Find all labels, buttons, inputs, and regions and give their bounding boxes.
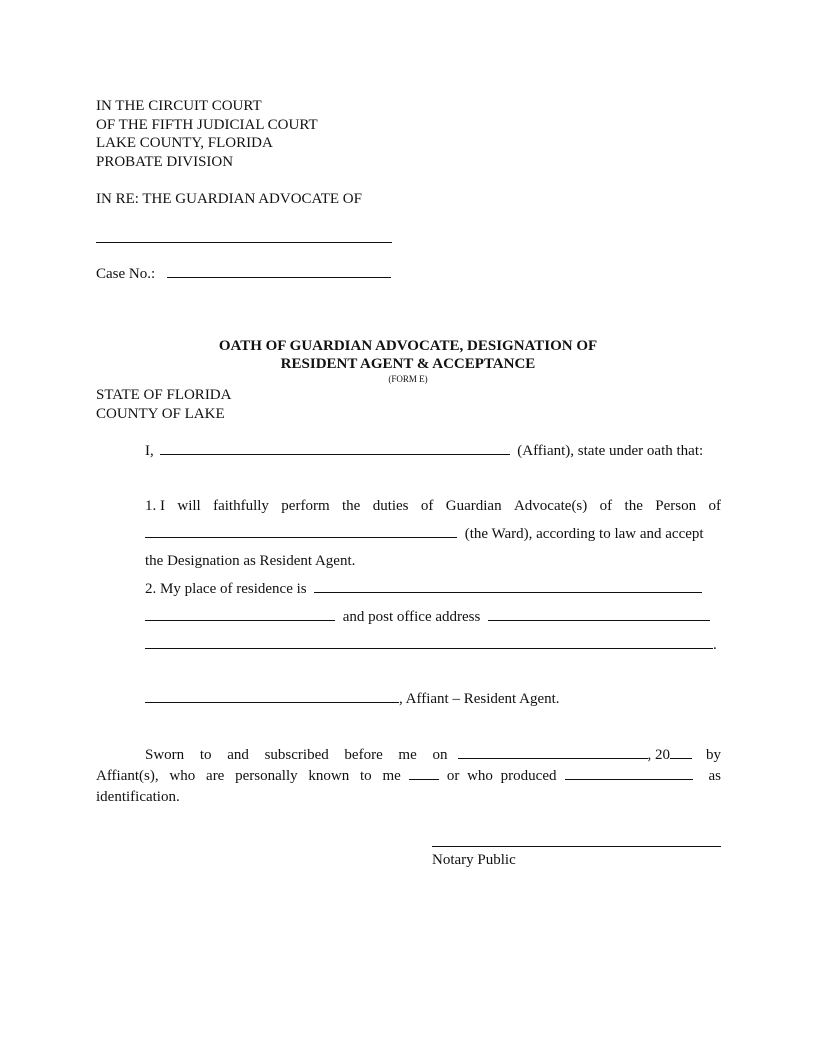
sworn-year-blank[interactable]: [670, 745, 692, 759]
known-word: me: [382, 768, 401, 784]
known-word: Affiant(s),: [96, 768, 159, 784]
sworn-word: and: [227, 747, 249, 763]
sworn-line3: identification.: [96, 789, 180, 805]
p1-word: the: [341, 498, 361, 514]
court-division-line: PROBATE DIVISION: [96, 154, 234, 170]
residence-label: 2. My place of residence is: [145, 581, 307, 597]
duties-paragraph-line2: [145, 524, 704, 543]
case-number-row: [96, 264, 391, 283]
form-title-line1: OATH OF GUARDIAN ADVOCATE, DESIGNATION OF: [218, 338, 598, 354]
affiant-signature-line: [145, 689, 560, 708]
sworn-word: me: [398, 747, 417, 763]
ward-person-blank[interactable]: [145, 524, 457, 538]
affiant-signature-label: , Affiant – Resident Agent.: [399, 691, 560, 707]
duties-paragraph-line3: the Designation as Resident Agent.: [145, 553, 356, 569]
p1-word: of: [599, 498, 613, 514]
p1-word: perform: [281, 498, 330, 514]
p1-word: faithfully: [213, 498, 269, 514]
as-label: as: [708, 768, 721, 784]
sworn-word: on: [432, 747, 448, 763]
sworn-by: by: [706, 747, 721, 763]
venue-county: COUNTY OF LAKE: [96, 406, 225, 422]
post-office-continued-blank[interactable]: [145, 635, 713, 649]
residence-line1: [145, 579, 702, 598]
sworn-word: before: [344, 747, 383, 763]
p1-word: Advocate(s): [513, 498, 588, 514]
known-word: who: [169, 768, 196, 784]
affiant-signature-blank[interactable]: [145, 689, 399, 703]
post-office-blank[interactable]: [488, 607, 710, 621]
ward-acceptance-text: (the Ward), according to law and accept: [464, 526, 704, 542]
p1-word: of: [708, 498, 721, 514]
p1-word: will: [177, 498, 201, 514]
sworn-year-prefix: , 20: [647, 747, 670, 763]
residence-period: .: [713, 637, 717, 653]
sworn-line1: [145, 745, 721, 764]
sworn-word: Sworn: [145, 747, 185, 763]
affiant-prefix: I,: [145, 443, 154, 459]
case-number-label: Case No.:: [96, 266, 156, 282]
venue-state: STATE OF FLORIDA: [96, 387, 232, 403]
residence-continued-blank[interactable]: [145, 607, 335, 621]
known-word: known: [308, 768, 350, 784]
ward-name-blank[interactable]: [96, 229, 392, 243]
court-name-line2: OF THE FIFTH JUDICIAL COURT: [96, 117, 318, 133]
p1-word: duties: [372, 498, 409, 514]
form-designation: (FORM E): [388, 374, 428, 384]
court-name-line1: IN THE CIRCUIT COURT: [96, 98, 262, 114]
affiant-name-blank[interactable]: [160, 441, 510, 455]
sworn-line2: [96, 766, 721, 785]
case-number-blank[interactable]: [167, 264, 391, 278]
p1-word: Guardian: [445, 498, 502, 514]
sworn-word: subscribed: [264, 747, 329, 763]
form-title-line2: RESIDENT AGENT & ACCEPTANCE: [280, 356, 536, 372]
sworn-date-blank[interactable]: [458, 745, 648, 759]
known-text-words: [96, 767, 401, 785]
p1-word: of: [420, 498, 434, 514]
p1-word: the: [624, 498, 643, 514]
residence-line2: [145, 607, 710, 626]
notary-signature-blank[interactable]: [432, 833, 721, 847]
residence-blank[interactable]: [314, 579, 702, 593]
duties-paragraph-line1: [145, 497, 721, 515]
affiant-oath-text: (Affiant), state under oath that:: [517, 443, 704, 459]
post-office-label: and post office address: [342, 609, 481, 625]
sworn-word: to: [199, 747, 212, 763]
identification-type-blank[interactable]: [565, 766, 693, 780]
notary-public-label: Notary Public: [432, 852, 516, 868]
known-word: to: [360, 768, 372, 784]
produced-label: or who produced: [446, 768, 557, 784]
in-re-caption: IN RE: THE GUARDIAN ADVOCATE OF: [96, 191, 362, 207]
sworn-text-words: [145, 746, 448, 764]
known-word: are: [206, 768, 225, 784]
personally-known-blank[interactable]: [409, 766, 439, 780]
residence-line3: [145, 635, 717, 654]
affiant-statement: [145, 441, 703, 460]
court-county-line: LAKE COUNTY, FLORIDA: [96, 135, 273, 151]
p1-word: Person: [655, 498, 697, 514]
p1-word: 1. I: [145, 498, 165, 514]
known-word: personally: [235, 768, 298, 784]
